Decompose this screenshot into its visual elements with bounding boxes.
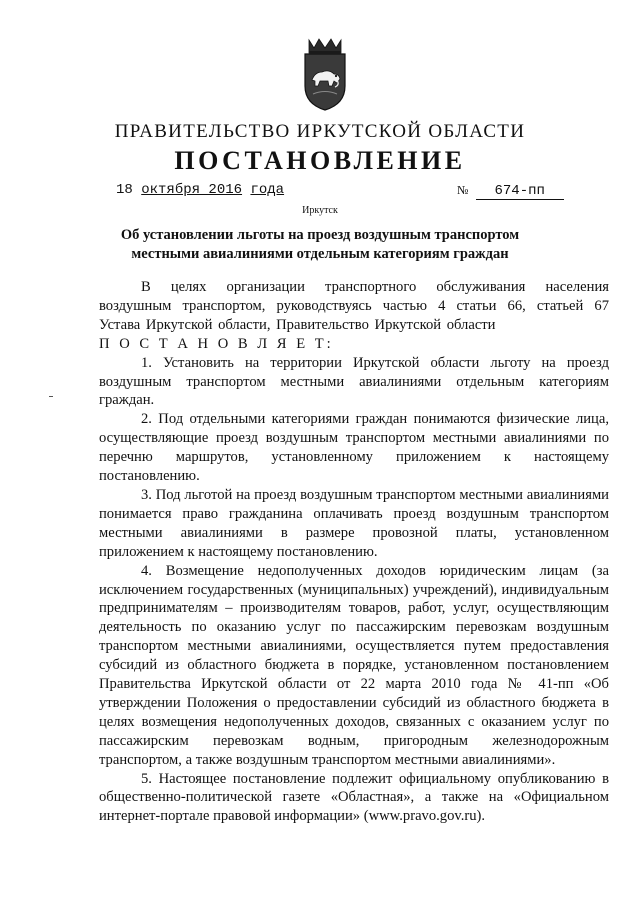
document-number xyxy=(457,182,564,200)
number-sign: № xyxy=(457,183,469,197)
paragraph-5: 5. Настоящее постановление подлежит официальному опубликованию в общественно-политической газете «Областная», а также на «Официальном интернет-портале правовой информации» (www.pravo.gov.ru). xyxy=(99,770,609,825)
government-name: ПРАВИТЕЛЬСТВО ИРКУТСКОЙ ОБЛАСТИ xyxy=(114,121,526,142)
document-body xyxy=(99,278,609,826)
document-city: Иркутск xyxy=(302,205,338,216)
date-day: 18 xyxy=(116,182,133,198)
document-type-title: ПОСТАНОВЛЕНИЕ xyxy=(174,146,466,175)
preamble-paragraph: В целях организации транспортного обслуживания населения воздушным транспортом, руководствуясь частью 4 статьи 66, статьей 67 Устава Иркутской области, Правительство Иркутской области xyxy=(99,279,609,333)
number-value: 674-пп xyxy=(476,183,564,200)
paragraph-2: 2. Под отдельными категориями граждан понимаются физические лица, осуществляющие проезд воздушным транспортом местными авиалиниями по перечню маршрутов, установленному приложением к настоящему постановлению. xyxy=(99,411,609,485)
scan-artifact xyxy=(49,396,53,397)
paragraph-3: 3. Под льготой на проезд воздушным транспортом местными авиалиниями понимается право гражданина оплачивать проезд воздушным транспортом местными авиалиниями в размере провозной платы, установленном приложением к настоящему постановлению. xyxy=(99,486,609,560)
paragraph-4: 4. Возмещение недополученных доходов юридическим лицам (за исключением государственных (муниципальных) учреждений), индивидуальным предпринимателям – производителям товаров, работ, услуг, осуществляющим деятельность по оказанию услуг по пассажирским перевозкам воздушным транспортом местными авиалиниями, осуществляется путем предоставления субсидий из областного бюджета в порядке, установленном постановлением Правительства Иркутской области от 22 марта 2010 года № 41-пп «Об утверждении Положения о предоставлении субсидий из областного бюджета в целях возмещения недополученных доходов, связанных с оказанием услуг по пассажирским перевозкам водным, пригородным железнодорожным транспортом, а также воздушным транспортом местными авиалиниями». xyxy=(99,562,609,768)
decree-word: П О С Т А Н О В Л Я Е Т: xyxy=(99,335,334,352)
coat-of-arms-icon xyxy=(303,36,347,112)
date-month-year: октября 2016 xyxy=(141,182,243,198)
document-subject-title: Об установлении льготы на проезд воздушным транспортом местными авиалиниями отдельным категориям граждан xyxy=(120,227,520,262)
document-date xyxy=(116,182,284,198)
paragraph-1: 1. Установить на территории Иркутской области льготу на проезд воздушным транспортом местными авиалиниями отдельным категориям граждан. xyxy=(99,354,609,409)
date-suffix: года xyxy=(250,182,285,198)
